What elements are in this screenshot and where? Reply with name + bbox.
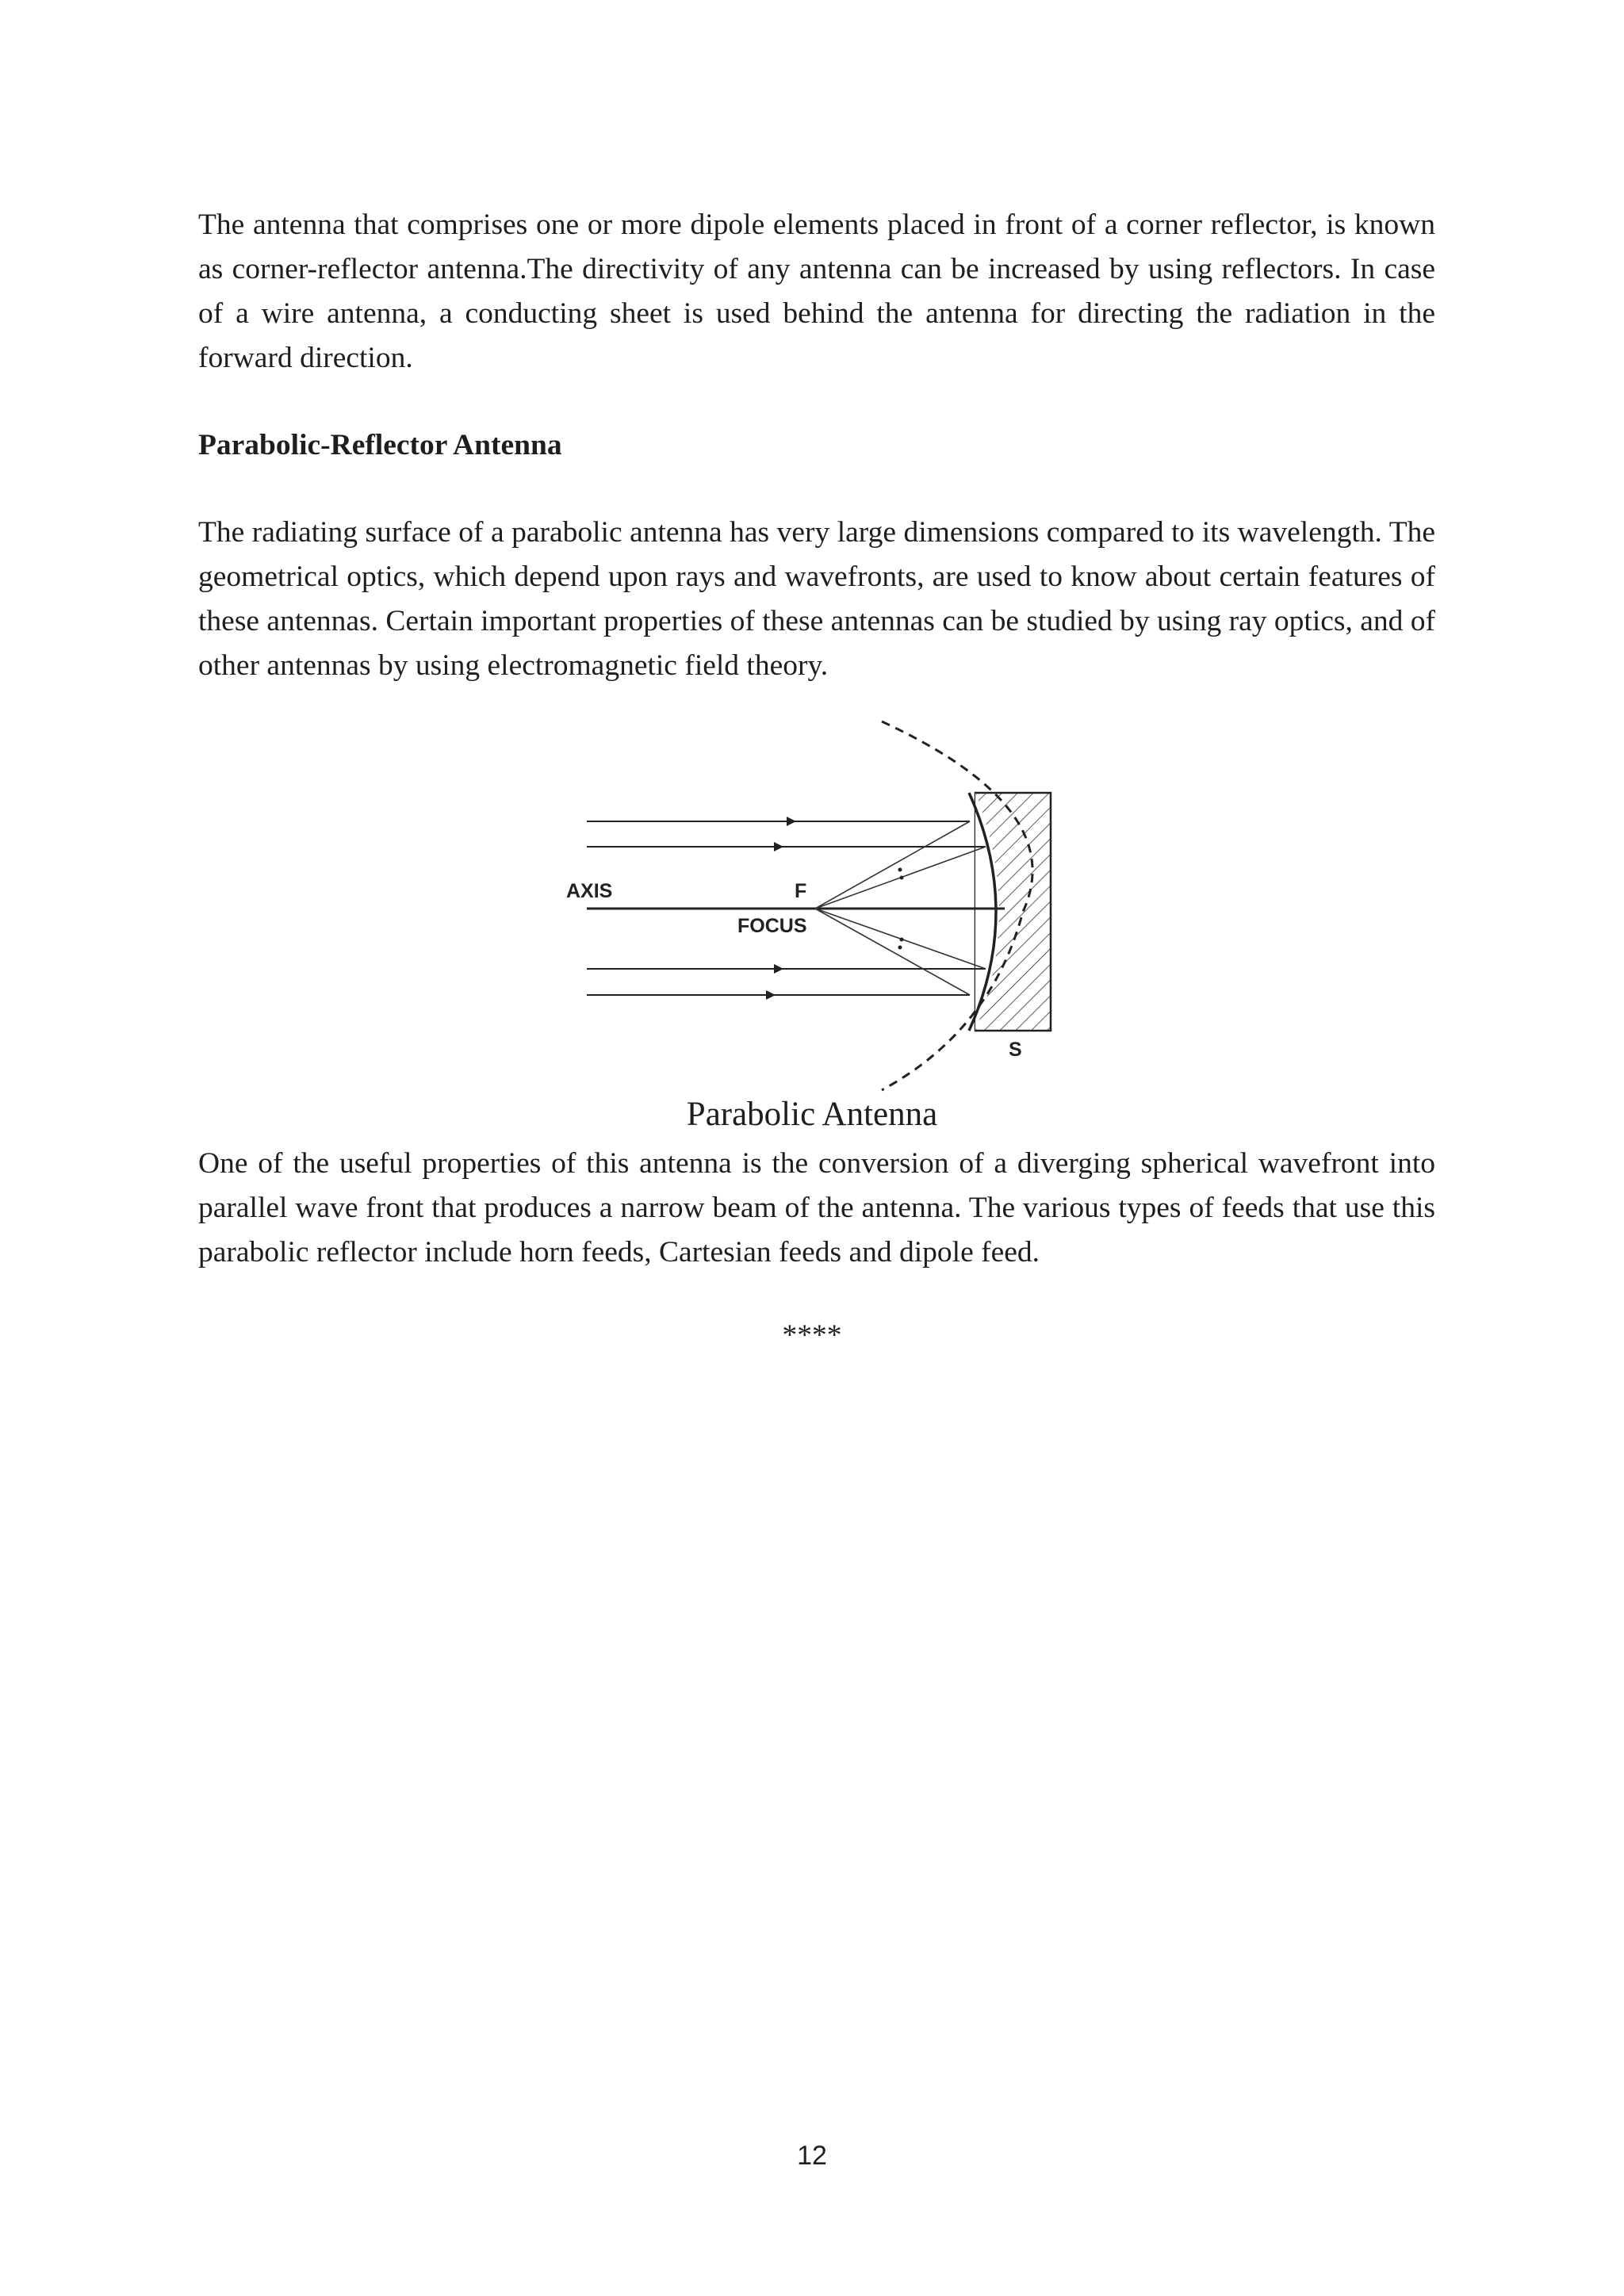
section-heading: Parabolic-Reflector Antenna	[198, 429, 562, 461]
reflected-ray	[815, 821, 970, 909]
ray-arrowhead	[766, 990, 776, 1000]
figure-caption: Parabolic Antenna	[686, 1096, 938, 1133]
ray-marker	[900, 938, 904, 942]
ray-arrowhead	[787, 817, 796, 826]
axis-label: AXIS	[566, 880, 613, 902]
focus-label: FOCUS	[737, 915, 807, 937]
paragraph-corner-reflector: The antenna that comprises one or more dipole elements placed in front of a corner reflector, is known as corner-reflector antenna.The directivity of any antenna can be increased by using reflectors. In case of a wire antenna, a conducting sheet is used behind the antenna for directing the radiation in the forward direction.	[198, 209, 1435, 374]
ray-marker	[900, 876, 904, 880]
reflected-ray	[815, 909, 970, 995]
focus-point-label: F	[795, 880, 807, 902]
page-number: 12	[797, 2141, 827, 2171]
parabolic-antenna-diagram	[547, 714, 1086, 1102]
paragraph-parabolic-intro: The radiating surface of a parabolic antenna has very large dimensions compared to its wavelength. The geometrical optics, which depend upon rays and wavefronts, are used to know about certain features of these antennas. Certain important properties of these antennas can be studied by using ray optics, and of other antennas by using electromagnetic field theory.	[198, 516, 1435, 682]
ray-arrowhead	[774, 842, 783, 851]
ray-marker	[898, 946, 902, 950]
ray-arrowhead	[774, 964, 783, 974]
support-label: S	[1009, 1039, 1022, 1061]
paragraph-parabolic-properties: One of the useful properties of this antenna is the conversion of a diverging spherical wavefront into parallel wave front that produces a narrow beam of the antenna. The various types of feeds that use this parabolic reflector include horn feeds, Cartesian feeds and dipole feed.	[198, 1147, 1435, 1269]
section-separator: ****	[782, 1319, 842, 1352]
ray-marker	[898, 868, 902, 872]
